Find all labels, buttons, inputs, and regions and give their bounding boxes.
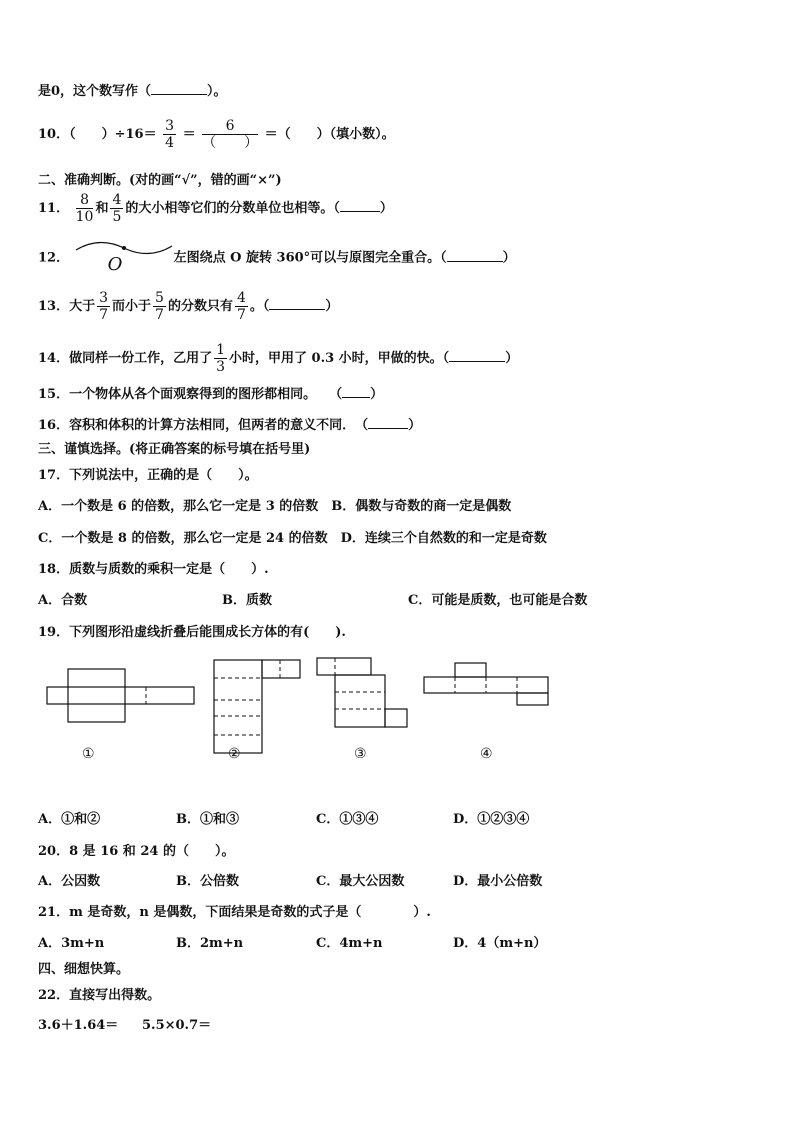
close-paren: ）: [379, 201, 393, 216]
q20-option-a[interactable]: A．公因数: [38, 874, 101, 889]
answer-blank[interactable]: [447, 249, 503, 262]
net-4: [424, 663, 548, 705]
q11-line: [38, 192, 393, 225]
q10-line: [38, 118, 395, 151]
fraction: [202, 118, 258, 151]
q18-option-a[interactable]: A．合数: [38, 593, 88, 608]
q12-text: 左图绕点 O 旋转 360°可以与原图完全重合。（: [173, 250, 447, 266]
q13-tail: 。（: [249, 299, 270, 314]
q16-text: 16．容积和体积的计算方法相同，但两者的意义不同． （: [38, 418, 369, 433]
fraction: [153, 290, 166, 323]
q21-option-b[interactable]: B．2m+n: [176, 936, 244, 951]
answer-blank[interactable]: [269, 297, 325, 310]
wave-curve: [74, 236, 174, 268]
net-1: [47, 669, 194, 722]
numerator: 1: [216, 342, 226, 358]
point-o-label: O: [107, 254, 123, 275]
q21-option-a[interactable]: A．3m+n: [38, 936, 105, 951]
section-4-heading: 四、细想快算。: [38, 962, 130, 977]
q18-option-c[interactable]: C．可能是质数，也可能是合数: [408, 593, 588, 608]
q9-end: ）。: [207, 84, 227, 99]
q11-text: 的大小相等它们的分数单位也相等。（: [125, 201, 340, 216]
answer-blank[interactable]: [368, 416, 408, 429]
denominator: （ ）: [202, 135, 259, 151]
net-2: [214, 660, 300, 753]
q20-option-d[interactable]: D．最小公倍数: [453, 874, 543, 889]
q17-options-cd: C．一个数是 8 的倍数，那么它一定是 24 的倍数 D．连续三个自然数的和一定是奇数: [38, 531, 547, 546]
q17-stem: 17．下列说法中，正确的是（ ）。: [38, 468, 258, 483]
q22-stem: 22．直接写出得数。: [38, 988, 161, 1003]
answer-blank[interactable]: [342, 385, 370, 398]
q21-stem: 21．m 是奇数，n 是偶数，下面结果是奇数的式子是（ ）.: [38, 905, 431, 920]
fraction: [110, 192, 123, 225]
figure-label-3: ③: [354, 746, 367, 762]
fraction: [214, 342, 227, 375]
q10-start: 10．（ ）÷16＝: [38, 127, 157, 142]
fraction: [163, 118, 176, 151]
numerator: 6: [202, 118, 258, 135]
q14-line: [38, 342, 518, 375]
close-paren: ）: [502, 250, 516, 266]
q9-line: [38, 82, 227, 101]
q20-option-b[interactable]: B．公倍数: [176, 874, 239, 889]
denominator: 7: [236, 307, 246, 323]
answer-blank[interactable]: [449, 349, 505, 362]
denominator: 3: [216, 359, 226, 375]
figure-label-2: ②: [228, 746, 241, 762]
denominator: 7: [99, 307, 109, 323]
fraction: [76, 192, 94, 225]
q19-option-d[interactable]: D．①②③④: [453, 812, 530, 827]
q19-option-b[interactable]: B．①和③: [176, 812, 239, 827]
q15-text: 15．一个物体从各个面观察得到的图形都相同。 （: [38, 387, 343, 402]
close-paren: ）: [408, 418, 422, 433]
net-3: [317, 658, 407, 727]
numerator: 8: [76, 192, 94, 209]
q12-line: [38, 244, 516, 275]
q19-stem: 19．下列图形沿虚线折叠后能围成长方体的有( ).: [38, 625, 346, 640]
q21-option-c[interactable]: C．4m+n: [316, 936, 383, 951]
cube-nets-figure: [0, 650, 794, 760]
q14-text: 14．做同样一份工作，乙用了: [38, 351, 213, 366]
numerator: 4: [236, 290, 246, 306]
q19-option-c[interactable]: C．①③④: [316, 812, 379, 827]
q10-tail: ＝（ ）（填小数）。: [264, 127, 395, 142]
numerator: 3: [99, 290, 109, 306]
q17-options-ab: A．一个数是 6 的倍数，那么它一定是 3 的倍数 B．偶数与奇数的商一定是偶数: [38, 499, 512, 514]
equals: ＝: [182, 127, 196, 142]
close-paren: ）: [325, 299, 339, 314]
q16-line: [38, 416, 421, 435]
close-paren: ）: [505, 351, 519, 366]
denominator: 5: [112, 209, 122, 225]
q11-number: 11．: [38, 201, 70, 216]
denominator: 10: [75, 209, 94, 225]
q21-option-d[interactable]: D．4（m+n）: [453, 936, 547, 951]
q11-and: 和: [95, 201, 109, 216]
denominator: 4: [165, 135, 175, 151]
close-paren: ）: [370, 387, 384, 402]
answer-blank[interactable]: [151, 82, 207, 95]
figure-label-4: ④: [480, 746, 493, 762]
numerator: 4: [112, 192, 122, 208]
denominator: 7: [155, 307, 164, 323]
section-2-heading: 二、准确判断。(对的画“√”，错的画“×”): [38, 173, 282, 188]
figure-label-1: ①: [82, 746, 95, 762]
q13-mid2: 的分数只有: [167, 299, 233, 314]
q18-option-b[interactable]: B．质数: [222, 593, 272, 608]
q18-stem: 18．质数与质数的乘积一定是（ ）.: [38, 562, 269, 577]
q14-tail: 小时，甲用了 0.3 小时，甲做的快。（: [229, 351, 450, 366]
q12-number: 12．: [38, 250, 70, 266]
q19-option-a[interactable]: A．①和②: [38, 812, 101, 827]
answer-blank[interactable]: [340, 199, 380, 212]
numerator: 5: [155, 290, 164, 306]
rotation-figure: [74, 244, 174, 275]
calc-item-2: 5.5×0.7＝: [142, 1018, 212, 1033]
calc-item-1: 3.6＋1.64＝: [38, 1018, 119, 1033]
q9-text: 是0，这个数写作（: [38, 84, 152, 99]
q20-stem: 20．8 是 16 和 24 的（ ）。: [38, 844, 235, 859]
q13-text: 13．大于: [38, 299, 96, 314]
fraction: [235, 290, 248, 323]
section-3-heading: 三、谨慎选择。(将正确答案的标号填在括号里): [38, 442, 311, 457]
q20-option-c[interactable]: C．最大公因数: [316, 874, 405, 889]
q15-line: [38, 385, 383, 404]
q13-line: [38, 290, 338, 323]
q13-mid: 而小于: [112, 299, 152, 314]
numerator: 3: [165, 118, 175, 134]
fraction: [97, 290, 110, 323]
